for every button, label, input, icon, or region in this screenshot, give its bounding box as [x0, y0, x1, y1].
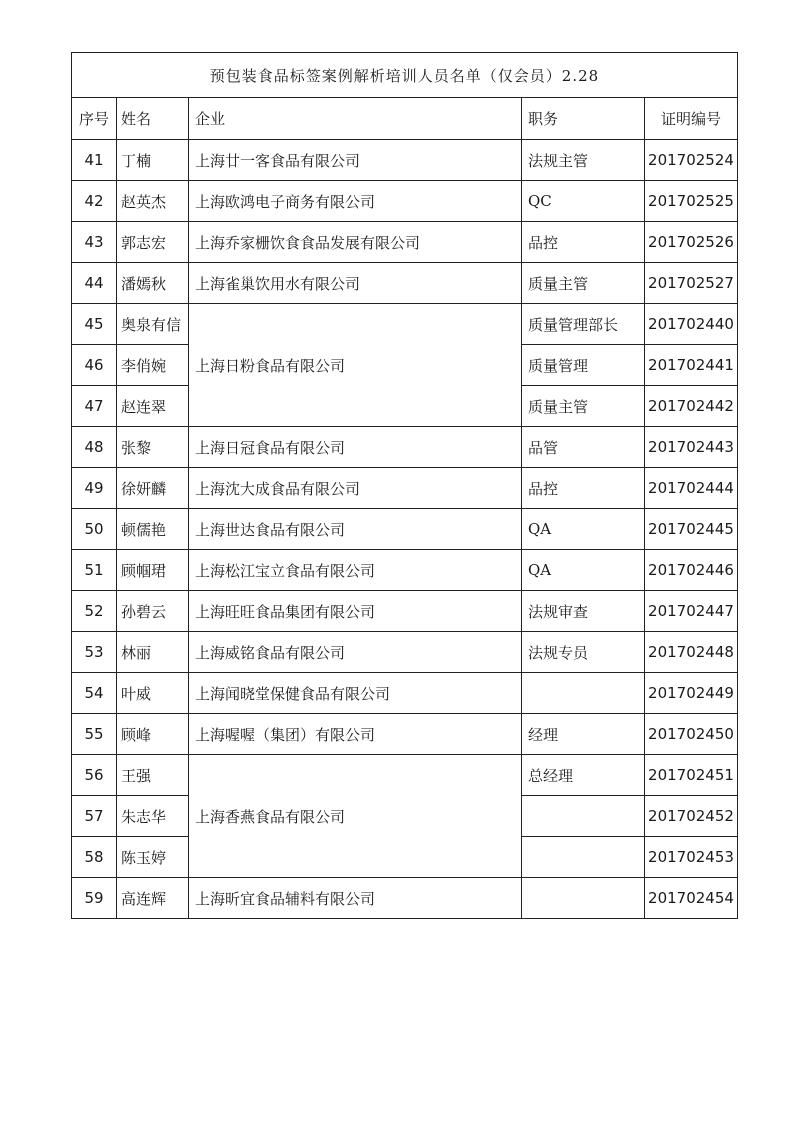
row-cert: 201702449	[645, 673, 738, 714]
row-role	[522, 673, 645, 714]
table-row	[72, 304, 738, 345]
row-role	[522, 837, 645, 878]
table-row	[72, 714, 738, 755]
row-role	[522, 796, 645, 837]
row-no: 54	[72, 673, 117, 714]
row-no: 44	[72, 263, 117, 304]
header-name: 姓名	[117, 98, 189, 140]
row-name: 奥泉有信	[117, 304, 189, 345]
row-company: 上海喔喔（集团）有限公司	[189, 714, 522, 755]
row-cert: 201702443	[645, 427, 738, 468]
row-company: 上海欧鸿电子商务有限公司	[189, 181, 522, 222]
row-role: 品控	[522, 468, 645, 509]
row-role: 品管	[522, 427, 645, 468]
row-name: 高连辉	[117, 878, 189, 919]
row-no: 43	[72, 222, 117, 263]
row-company: 上海松江宝立食品有限公司	[189, 550, 522, 591]
row-role: 质量主管	[522, 263, 645, 304]
row-company: 上海昕宜食品辅料有限公司	[189, 878, 522, 919]
row-company: 上海雀巢饮用水有限公司	[189, 263, 522, 304]
row-cert: 201702526	[645, 222, 738, 263]
row-no: 42	[72, 181, 117, 222]
row-no: 49	[72, 468, 117, 509]
table-row	[72, 673, 738, 714]
row-cert: 201702454	[645, 878, 738, 919]
row-name: 李俏婉	[117, 345, 189, 386]
row-cert: 201702451	[645, 755, 738, 796]
row-name: 陈玉婷	[117, 837, 189, 878]
row-name: 朱志华	[117, 796, 189, 837]
row-no: 56	[72, 755, 117, 796]
row-role: QC	[522, 181, 645, 222]
row-cert: 201702440	[645, 304, 738, 345]
table-row	[72, 591, 738, 632]
row-company: 上海廿一客食品有限公司	[189, 140, 522, 181]
row-no: 48	[72, 427, 117, 468]
row-name: 潘嫣秋	[117, 263, 189, 304]
row-cert: 201702527	[645, 263, 738, 304]
row-role: 法规主管	[522, 140, 645, 181]
attendee-table	[71, 52, 738, 919]
table-row	[72, 632, 738, 673]
row-role: 法规专员	[522, 632, 645, 673]
table-row	[72, 468, 738, 509]
table-header-row	[72, 98, 738, 140]
row-role: QA	[522, 550, 645, 591]
table-row	[72, 263, 738, 304]
row-role: 质量主管	[522, 386, 645, 427]
row-company: 上海闻晓堂保健食品有限公司	[189, 673, 522, 714]
row-role: 经理	[522, 714, 645, 755]
row-role: 品控	[522, 222, 645, 263]
row-no: 53	[72, 632, 117, 673]
table-row	[72, 509, 738, 550]
row-name: 叶威	[117, 673, 189, 714]
table-row	[72, 222, 738, 263]
page-title: 预包装食品标签案例解析培训人员名单（仅会员）2.28	[72, 53, 738, 98]
row-cert: 201702452	[645, 796, 738, 837]
row-cert: 201702445	[645, 509, 738, 550]
row-name: 徐妍麟	[117, 468, 189, 509]
table-row	[72, 878, 738, 919]
header-role: 职务	[522, 98, 645, 140]
row-company: 上海世达食品有限公司	[189, 509, 522, 550]
row-cert: 201702447	[645, 591, 738, 632]
row-name: 赵英杰	[117, 181, 189, 222]
row-name: 郭志宏	[117, 222, 189, 263]
row-name: 王强	[117, 755, 189, 796]
row-company-merged: 上海日粉食品有限公司	[189, 304, 522, 427]
row-company: 上海乔家栅饮食食品发展有限公司	[189, 222, 522, 263]
row-name: 张黎	[117, 427, 189, 468]
row-no: 55	[72, 714, 117, 755]
row-company: 上海日冠食品有限公司	[189, 427, 522, 468]
header-no: 序号	[72, 98, 117, 140]
table-row	[72, 427, 738, 468]
row-cert: 201702444	[645, 468, 738, 509]
row-cert: 201702448	[645, 632, 738, 673]
row-cert: 201702453	[645, 837, 738, 878]
table-row	[72, 755, 738, 796]
row-role: QA	[522, 509, 645, 550]
row-role: 法规审查	[522, 591, 645, 632]
row-no: 57	[72, 796, 117, 837]
row-no: 47	[72, 386, 117, 427]
header-company: 企业	[189, 98, 522, 140]
row-cert: 201702441	[645, 345, 738, 386]
row-name: 顾峰	[117, 714, 189, 755]
row-cert: 201702446	[645, 550, 738, 591]
row-role: 质量管理	[522, 345, 645, 386]
row-role: 质量管理部长	[522, 304, 645, 345]
row-cert: 201702525	[645, 181, 738, 222]
row-name: 顾帼珺	[117, 550, 189, 591]
table-row	[72, 140, 738, 181]
row-role: 总经理	[522, 755, 645, 796]
row-no: 41	[72, 140, 117, 181]
row-cert: 201702442	[645, 386, 738, 427]
row-no: 51	[72, 550, 117, 591]
row-name: 丁楠	[117, 140, 189, 181]
row-company: 上海沈大成食品有限公司	[189, 468, 522, 509]
row-name: 林丽	[117, 632, 189, 673]
table-row	[72, 550, 738, 591]
row-no: 45	[72, 304, 117, 345]
row-company: 上海旺旺食品集团有限公司	[189, 591, 522, 632]
row-name: 顿儒艳	[117, 509, 189, 550]
row-name: 孙碧云	[117, 591, 189, 632]
row-name: 赵连翠	[117, 386, 189, 427]
table-row	[72, 181, 738, 222]
row-no: 46	[72, 345, 117, 386]
row-no: 50	[72, 509, 117, 550]
row-cert: 201702524	[645, 140, 738, 181]
row-no: 59	[72, 878, 117, 919]
row-no: 52	[72, 591, 117, 632]
row-company: 上海威铭食品有限公司	[189, 632, 522, 673]
row-cert: 201702450	[645, 714, 738, 755]
header-cert: 证明编号	[645, 98, 738, 140]
row-role	[522, 878, 645, 919]
row-company-merged: 上海香燕食品有限公司	[189, 755, 522, 878]
row-no: 58	[72, 837, 117, 878]
